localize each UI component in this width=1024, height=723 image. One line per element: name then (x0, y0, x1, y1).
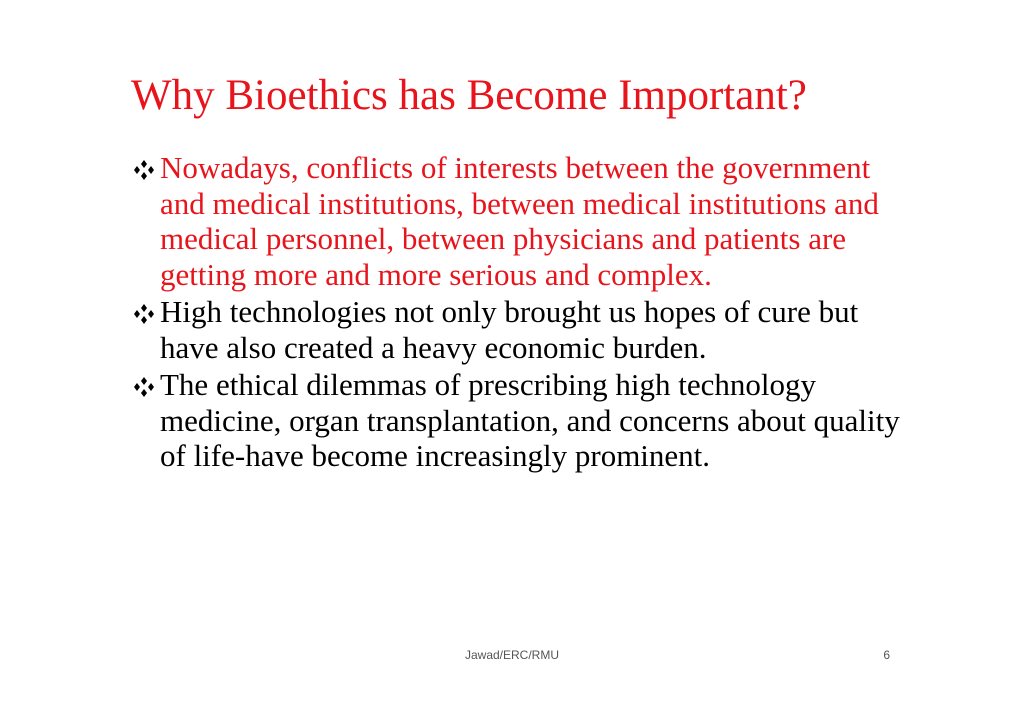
bullet-list (131, 150, 901, 476)
four-diamond-bullet-icon (131, 376, 157, 398)
four-diamond-bullet-icon (131, 303, 157, 325)
page-number: 6 (883, 648, 890, 662)
bullet-item (131, 294, 901, 365)
bullet-text: High technologies not only brought us hopes of cure but have also created a heavy economic burden. (160, 294, 859, 365)
footer-label: Jawad/ERC/RMU (464, 648, 560, 662)
bullet-item (131, 367, 901, 474)
four-diamond-bullet-icon (131, 159, 157, 181)
bullet-item (131, 150, 901, 292)
slide-title: Why Bioethics has Become Important? (131, 72, 807, 119)
bullet-text: The ethical dilemmas of prescribing high technology medicine, organ transplantation, and concerns about quality of life-have become increasingly prominent. (160, 367, 900, 473)
bullet-text: Nowadays, conflicts of interests between the government and medical institutions, between medical institutions and medical personnel, between physicians and patients are getting more and more serious and complex. (160, 150, 879, 292)
